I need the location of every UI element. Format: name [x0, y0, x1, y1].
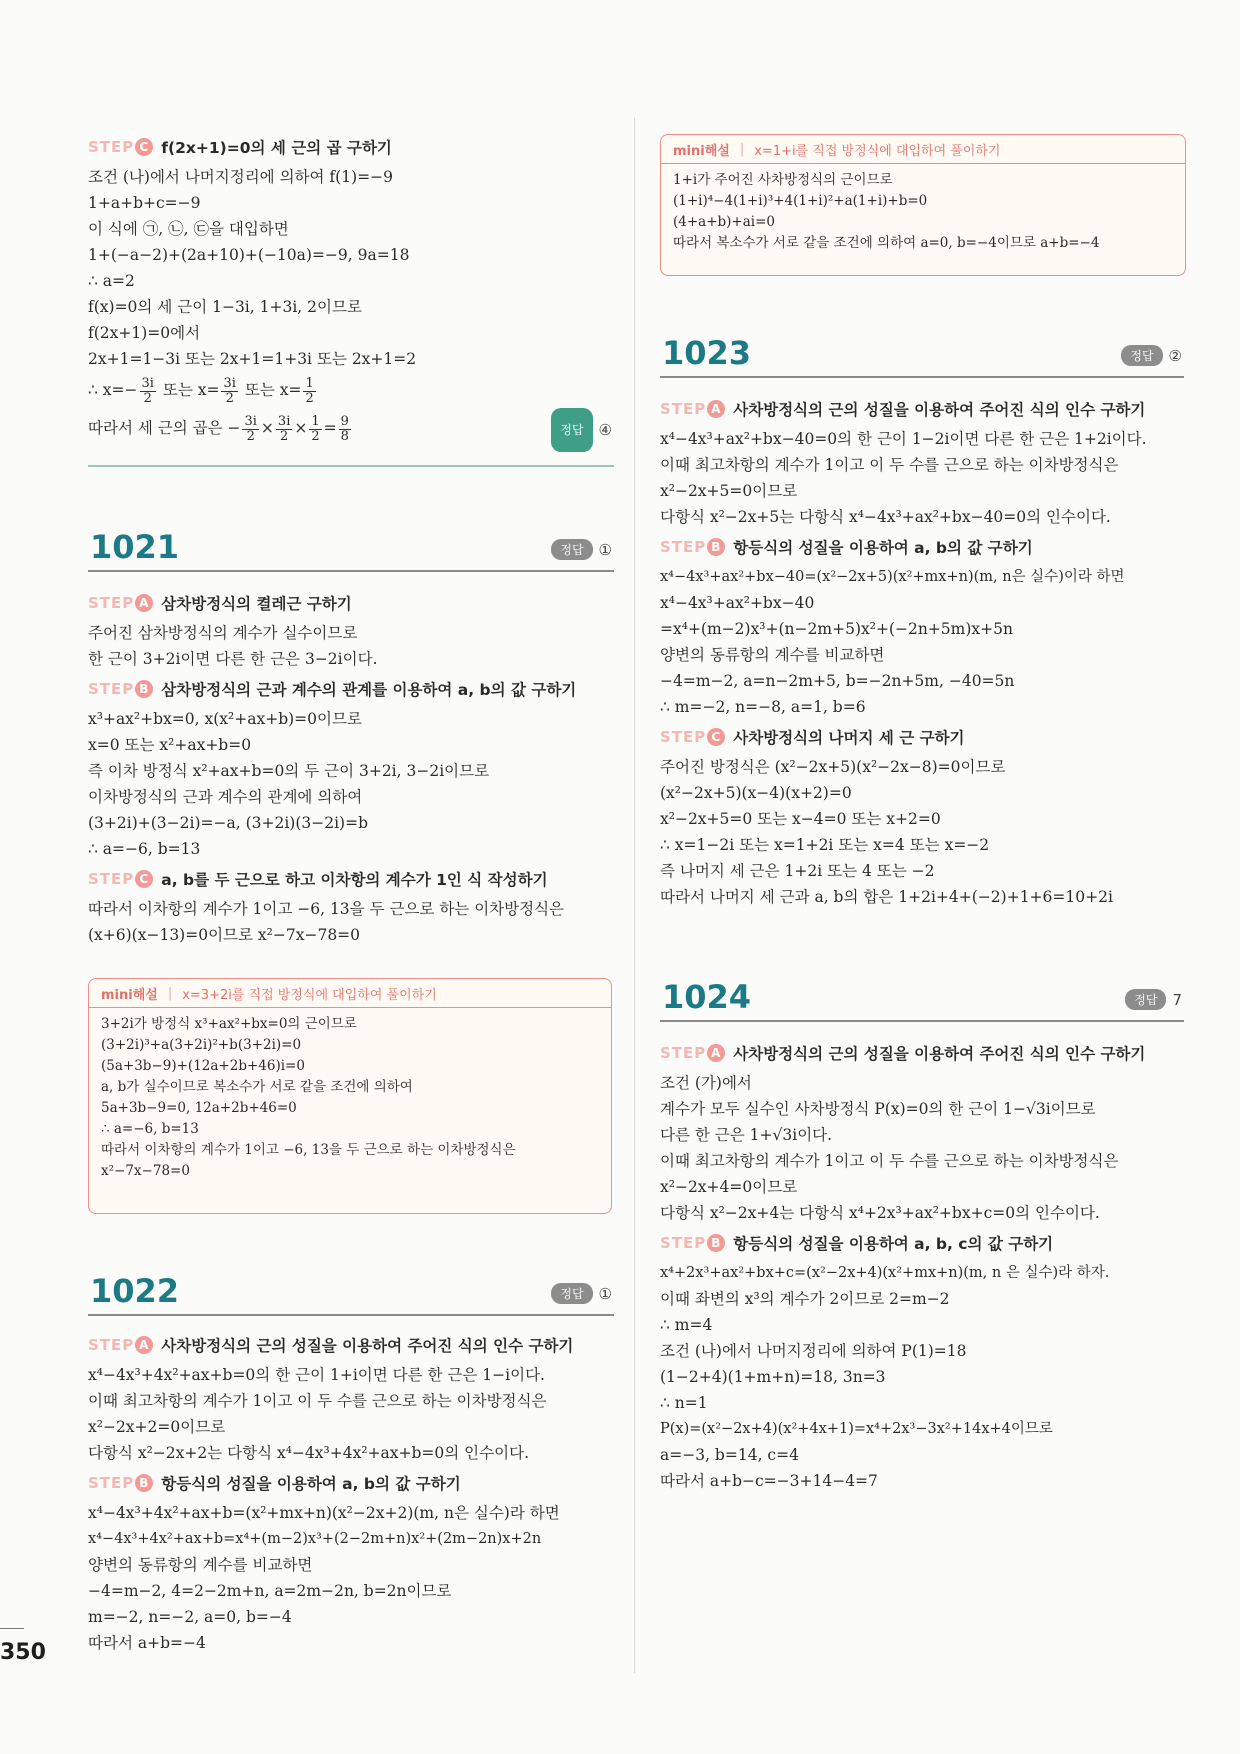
step-title: 사차방정식의 나머지 세 근 구하기: [733, 729, 965, 747]
step-title: 사차방정식의 근의 성질을 이용하여 주어진 식의 인수 구하기: [161, 1337, 574, 1355]
problem-header-1021: [88, 524, 614, 572]
answer-value: ④: [598, 421, 612, 439]
step-letter-icon: C: [707, 728, 725, 746]
mini-header: [661, 135, 1185, 164]
page-number-rule: [0, 1628, 24, 1629]
solution-line: 주어진 방정식은 (x²−2x+5)(x²−2x−8)=0이므로: [660, 758, 1006, 776]
mini-line: (4+a+b)+ai=0: [673, 214, 776, 230]
solution-line: x²−2x+5=0 또는 x−4=0 또는 x+2=0: [660, 810, 941, 828]
solution-line: 이차방정식의 근과 계수의 관계에 의하여: [88, 788, 363, 806]
solution-line: 따라서 a+b=−4: [88, 1634, 206, 1652]
answer-value: ①: [598, 1284, 612, 1303]
solution-line: ∴ m=−2, n=−8, a=1, b=6: [660, 698, 866, 716]
solution-line-product: 따라서 세 근의 곱은 − $\frac{3i}{2}$ × $\frac{3i}{2}$ × $\frac{1}{2}$ = $\frac{9}{8}$ 정답 ④: [88, 408, 614, 448]
solution-line: (x²−2x+5)(x−4)(x+2)=0: [660, 784, 852, 802]
answer-value: ②: [1168, 346, 1182, 365]
solution-line: 주어진 삼차방정식의 계수가 실수이므로: [88, 624, 358, 642]
step-header: [660, 1232, 1184, 1254]
step-tag: STEP C: [88, 870, 153, 889]
step-title: f(2x+1)=0의 세 근의 곱 구하기: [161, 139, 392, 157]
solution-line: 다른 한 근은 1+√3i이다.: [660, 1126, 833, 1144]
solution-line: 이 식에 ㉠, ㉡, ㉢을 대입하면: [88, 220, 289, 238]
answer: [551, 408, 612, 452]
solution-line: 양변의 동류항의 계수를 비교하면: [660, 646, 885, 664]
step-letter-icon: A: [135, 594, 153, 612]
step-title: 사차방정식의 근의 성질을 이용하여 주어진 식의 인수 구하기: [733, 1045, 1146, 1063]
solution-line: 즉 이차 방정식 x²+ax+b=0의 두 근이 3+2i, 3−2i이므로: [88, 762, 490, 780]
mini-tag: mini해설: [673, 143, 730, 159]
solution-line: x²−2x+4=0이므로: [660, 1178, 798, 1196]
step-letter-icon: A: [707, 400, 725, 418]
solution-line: 다항식 x²−2x+4는 다항식 x⁴+2x³+ax²+bx+c=0의 인수이다.: [660, 1204, 1100, 1222]
mini-line: 5a+3b−9=0, 12a+2b+46=0: [101, 1100, 297, 1116]
mini-line: a, b가 실수이므로 복소수가 서로 같을 조건에 의하여: [101, 1079, 413, 1095]
solution-line: x²−2x+2=0이므로: [88, 1418, 226, 1436]
fraction: $\frac{1}{2}$: [311, 413, 320, 444]
text: ∴ x=−: [88, 381, 138, 399]
solution-line: 따라서 a+b−c=−3+14−4=7: [660, 1472, 878, 1490]
problem-header-1024: [660, 974, 1184, 1022]
solution-line: −4=m−2, a=n−2m+5, b=−2n+5m, −40=5n: [660, 672, 1015, 690]
step-header: [88, 592, 614, 614]
step-title: 항등식의 성질을 이용하여 a, b의 값 구하기: [161, 1475, 461, 1493]
solution-line: =x⁴+(m−2)x³+(n−2m+5)x²+(−2n+5m)x+5n: [660, 620, 1013, 638]
solution-line: x⁴−4x³+4x²+ax+b=0의 한 근이 1+i이면 다른 한 근은 1−i이다.: [88, 1366, 545, 1384]
mini-tag: mini해설: [101, 987, 158, 1003]
mini-line: 따라서 복소수가 서로 같을 조건에 의하여 a=0, b=−4이므로 a+b=−4: [673, 235, 1100, 251]
fraction: $\frac{3i}{2}$: [141, 375, 154, 406]
answer: [551, 539, 612, 560]
mini-separator: |: [167, 985, 173, 1001]
text: 따라서 세 근의 곱은 −: [88, 419, 241, 437]
fraction: $\frac{1}{2}$: [305, 375, 314, 406]
answer: [1125, 989, 1182, 1010]
solution-line: 이때 최고차항의 계수가 1이고 이 두 수를 근으로 하는 이차방정식은: [660, 1152, 1119, 1170]
answer-badge: 정답: [1121, 345, 1162, 366]
problem-number: 1024: [662, 978, 752, 1016]
mini-solution-1021: [88, 978, 612, 1214]
solution-line: ∴ x=1−2i 또는 x=1+2i 또는 x=4 또는 x=−2: [660, 836, 990, 854]
problem-header-1023: [660, 330, 1184, 378]
step-tag: STEP C: [660, 728, 725, 747]
solution-line: 이때 최고차항의 계수가 1이고 이 두 수를 근으로 하는 이차방정식은: [88, 1392, 547, 1410]
step-letter-icon: B: [135, 680, 153, 698]
solution-line: 따라서 이차항의 계수가 1이고 −6, 13을 두 근으로 하는 이차방정식은: [88, 900, 565, 918]
step-title: a, b를 두 근으로 하고 이차항의 계수가 1인 식 작성하기: [161, 871, 548, 889]
solution-line: m=−2, n=−2, a=0, b=−4: [88, 1608, 292, 1626]
step-tag: STEP C: [88, 138, 153, 157]
mini-line: (5a+3b−9)+(12a+2b+46)i=0: [101, 1058, 305, 1074]
step-header: [660, 1042, 1184, 1064]
solution-line: 따라서 나머지 세 근과 a, b의 합은 1+2i+4+(−2)+1+6=10+2i: [660, 888, 1113, 906]
solution-line: 2x+1=1−3i 또는 2x+1=1+3i 또는 2x+1=2: [88, 350, 417, 368]
answer-value: 7: [1172, 990, 1182, 1009]
solution-line: x⁴−4x³+ax²+bx−40=(x²−2x+5)(x²+mx+n)(m, n은 실수)이라 하면: [660, 569, 1125, 585]
solution-line: (1−2+4)(1+m+n)=18, 3n=3: [660, 1368, 886, 1386]
step-tag: STEP B: [660, 538, 725, 557]
mini-body: [661, 164, 1185, 258]
step-letter-icon: C: [135, 870, 153, 888]
fraction: $\frac{3i}{2}$: [244, 413, 257, 444]
solution-1020-stepC: [88, 130, 614, 448]
solution-line: 1+(−a−2)+(2a+10)+(−10a)=−9, 9a=18: [88, 246, 410, 264]
mini-line: 1+i가 주어진 사차방정식의 근이므로: [673, 172, 893, 188]
solution-line: ∴ a=2: [88, 272, 135, 290]
solution-line: x⁴−4x³+ax²+bx−40=0의 한 근이 1−2i이면 다른 한 근은 1+2i이다.: [660, 430, 1147, 448]
solution-line: (x+6)(x−13)=0이므로 x²−7x−78=0: [88, 926, 361, 944]
answer-value: ①: [598, 540, 612, 559]
step-letter-icon: C: [135, 138, 153, 156]
step-tag: STEP A: [660, 1044, 725, 1063]
step-header: [88, 678, 614, 700]
solution-line: −4=m−2, 4=2−2m+n, a=2m−2n, b=2n이므로: [88, 1582, 452, 1600]
answer: [1121, 345, 1182, 366]
answer-badge: 정답: [1125, 989, 1166, 1010]
solution-line-fractions: [88, 372, 614, 408]
solution-line: 계수가 모두 실수인 사차방정식 P(x)=0의 한 근이 1−√3i이므로: [660, 1100, 1096, 1118]
solution-line: x²−2x+5=0이므로: [660, 482, 798, 500]
problem-number: 1022: [90, 1272, 180, 1310]
mini-line: (1+i)⁴−4(1+i)³+4(1+i)²+a(1+i)+b=0: [673, 193, 928, 209]
solution-line: 1+a+b+c=−9: [88, 194, 201, 212]
solution-line: x³+ax²+bx=0, x(x²+ax+b)=0이므로: [88, 710, 362, 728]
answer-badge: 정답: [551, 1283, 592, 1304]
step-header: [660, 398, 1184, 420]
solution-line: x⁴−4x³+ax²+bx−40: [660, 594, 815, 612]
solution-1022: [88, 1328, 614, 1656]
step-title: 항등식의 성질을 이용하여 a, b의 값 구하기: [733, 539, 1033, 557]
step-tag: STEP A: [88, 594, 153, 613]
answer-badge: 정답: [551, 408, 592, 452]
solution-line: ∴ a=−6, b=13: [88, 840, 201, 858]
mini-solution-1022: [660, 134, 1186, 276]
solution-line: 한 근이 3+2i이면 다른 한 근은 3−2i이다.: [88, 650, 378, 668]
solution-line: x⁴+2x³+ax²+bx+c=(x²−2x+4)(x²+mx+n)(m, n 은 실수)라 하자.: [660, 1265, 1110, 1281]
step-header: [660, 726, 1184, 748]
divider: [88, 465, 614, 467]
step-header: [88, 868, 614, 890]
mini-line: 따라서 이차항의 계수가 1이고 −6, 13을 두 근으로 하는 이차방정식은: [101, 1142, 516, 1158]
mini-line: 3+2i가 방정식 x³+ax²+bx=0의 근이므로: [101, 1016, 357, 1032]
solution-line: 다항식 x²−2x+2는 다항식 x⁴−4x³+4x²+ax+b=0의 인수이다.: [88, 1444, 529, 1462]
text: 또는 x=: [239, 381, 302, 399]
solution-line: ∴ n=1: [660, 1394, 708, 1412]
solution-line: x⁴−4x³+4x²+ax+b=x⁴+(m−2)x³+(2−2m+n)x²+(2m−2n)x+2n: [88, 1531, 542, 1547]
page-number: 350: [0, 1640, 46, 1665]
step-letter-icon: B: [707, 538, 725, 556]
solution-line: (3+2i)+(3−2i)=−a, (3+2i)(3−2i)=b: [88, 814, 369, 832]
step-letter-icon: A: [707, 1044, 725, 1062]
mini-separator: |: [739, 141, 745, 157]
problem-header-1022: [88, 1268, 614, 1316]
solution-1023: [660, 392, 1184, 910]
mini-header: [89, 979, 611, 1008]
step-header: [88, 1472, 614, 1494]
solution-1021: [88, 586, 614, 948]
mini-line: x²−7x−78=0: [101, 1163, 190, 1179]
mini-body: [89, 1008, 611, 1186]
solution-line: f(2x+1)=0에서: [88, 324, 201, 342]
fraction: $\frac{3i}{2}$: [223, 375, 236, 406]
step-tag: STEP A: [660, 400, 725, 419]
problem-number: 1021: [90, 528, 180, 566]
solution-line: x=0 또는 x²+ax+b=0: [88, 736, 252, 754]
solution-line: 이때 좌변의 x³의 계수가 2이므로 2=m−2: [660, 1290, 950, 1308]
step-header: [88, 1334, 614, 1356]
solution-line: ∴ m=4: [660, 1316, 713, 1334]
solution-line: 다항식 x²−2x+5는 다항식 x⁴−4x³+ax²+bx−40=0의 인수이다.: [660, 508, 1111, 526]
step-header: [660, 536, 1184, 558]
step-tag: STEP B: [88, 680, 153, 699]
step-header: [88, 136, 614, 158]
step-letter-icon: B: [135, 1474, 153, 1492]
solution-line: 조건 (가)에서: [660, 1074, 752, 1092]
solution-line: 즉 나머지 세 근은 1+2i 또는 4 또는 −2: [660, 862, 935, 880]
step-title: 삼차방정식의 근과 계수의 관계를 이용하여 a, b의 값 구하기: [161, 681, 577, 699]
step-title: 사차방정식의 근의 성질을 이용하여 주어진 식의 인수 구하기: [733, 401, 1146, 419]
solution-line: 이때 최고차항의 계수가 1이고 이 두 수를 근으로 하는 이차방정식은: [660, 456, 1119, 474]
text: 또는 x=: [157, 381, 220, 399]
fraction: $\frac{3i}{2}$: [277, 413, 291, 444]
answer-badge: 정답: [551, 539, 592, 560]
solution-line: x⁴−4x³+4x²+ax+b=(x²+mx+n)(x²−2x+2)(m, n은 실수)라 하면: [88, 1504, 560, 1522]
step-letter-icon: B: [707, 1234, 725, 1252]
solution-line: 양변의 동류항의 계수를 비교하면: [88, 1556, 313, 1574]
step-letter-icon: A: [135, 1336, 153, 1354]
solution-line: a=−3, b=14, c=4: [660, 1446, 799, 1464]
fraction: $\frac{9}{8}$: [340, 413, 349, 444]
step-tag: STEP B: [660, 1234, 725, 1253]
step-title: 항등식의 성질을 이용하여 a, b, c의 값 구하기: [733, 1235, 1054, 1253]
solution-line: 조건 (나)에서 나머지정리에 의하여 f(1)=−9: [88, 168, 393, 186]
problem-number: 1023: [662, 334, 752, 372]
solution-line: f(x)=0의 세 근이 1−3i, 1+3i, 2이므로: [88, 298, 362, 316]
solution-1024: [660, 1036, 1184, 1494]
mini-title: x=1+i를 직접 방정식에 대입하여 풀이하기: [754, 143, 1001, 159]
solution-line: 조건 (나)에서 나머지정리에 의하여 P(1)=18: [660, 1342, 967, 1360]
mini-line: ∴ a=−6, b=13: [101, 1121, 199, 1137]
answer: [551, 1283, 612, 1304]
column-divider: [634, 118, 635, 1673]
mini-title: x=3+2i를 직접 방정식에 대입하여 풀이하기: [182, 987, 437, 1003]
step-tag: STEP B: [88, 1474, 153, 1493]
step-title: 삼차방정식의 켤레근 구하기: [161, 595, 352, 613]
mini-line: (3+2i)³+a(3+2i)²+b(3+2i)=0: [101, 1037, 302, 1053]
solution-line: P(x)=(x²−2x+4)(x²+4x+1)=x⁴+2x³−3x²+14x+4이므로: [660, 1421, 1053, 1437]
step-tag: STEP A: [88, 1336, 153, 1355]
